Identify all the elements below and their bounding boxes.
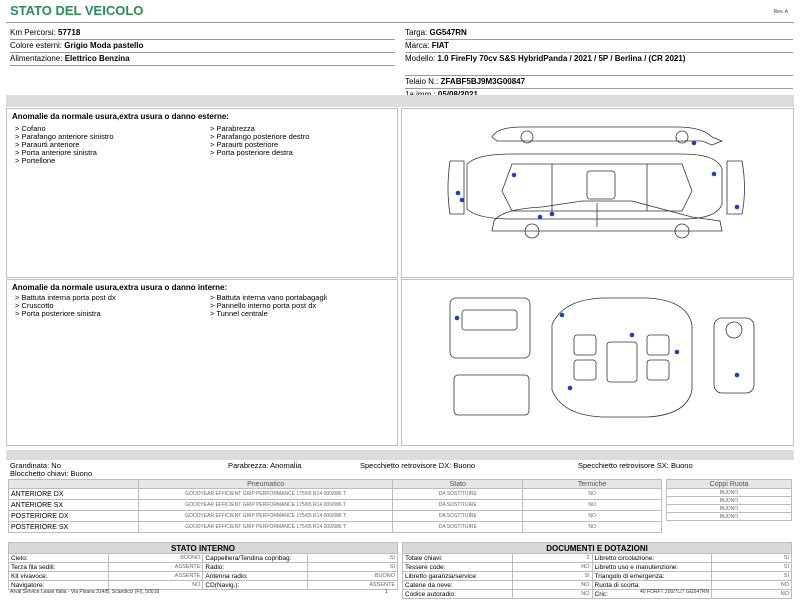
tyres-table: [8, 479, 662, 533]
tyre-stato: DA SOSTITUIRE: [393, 511, 523, 522]
table-row: Tessere code: NO Libretto uso e manutenzione: SI: [403, 563, 792, 572]
table-row: [9, 489, 662, 500]
page-title: STATO DEL VEICOLO: [10, 3, 144, 18]
modello-label: Modello:: [405, 54, 436, 63]
table-row: Terza fila sedili: ASSENTE Radio: SI: [9, 563, 398, 572]
fuel-value: Elettrico Benzina: [64, 54, 130, 63]
vehicle-info-left: [10, 28, 395, 67]
external-damage-col2: [210, 125, 395, 157]
external-damage-panel: [6, 108, 398, 278]
tyre-desc: GOODYEAR EFFICIENT GRIP PERFORMANCE 175/65 R14 000/086 T: [138, 511, 393, 522]
table-row: Codice autoradio: NO Cric: NO: [403, 590, 792, 599]
modello-value: 1.0 FireFly 70cv S&S HybridPanda / 2021 / 5P / Berlina / (CR 2021): [437, 54, 686, 63]
table-row: Catene da neve: NO Ruota di scorta: NO: [403, 581, 792, 590]
revision-label: Rev. A: [773, 9, 788, 15]
table-row: [9, 522, 662, 533]
coppe-value: BUONO: [667, 505, 792, 513]
damage-item: > Pannello interno porta post dx: [210, 301, 317, 310]
telaio-label: Telaio N.:: [405, 77, 439, 86]
footer-page: 1: [385, 589, 388, 595]
color-label: Colore esterni:: [10, 41, 63, 50]
damage-item: > Paraurti anteriore: [15, 140, 80, 149]
tyre-desc: GOODYEAR EFFICIENT GRIP PERFORMANCE 175/65 R14 000/086 T: [138, 489, 393, 500]
km-label: Km Percorsi:: [10, 28, 56, 37]
table-row: [9, 511, 662, 522]
stato-interno-table: [8, 542, 398, 590]
specchietto-sx: Specchietto retrovisore SX: Buono: [578, 461, 693, 470]
tyre-position: ANTERIORE SX: [9, 500, 139, 511]
table-row: Cielo: BUONO Cappelliera/Tendina copribag: SI: [9, 554, 398, 563]
tyres-header-termiche: Termiche: [523, 480, 662, 489]
specchietto-dx: Specchietto retrovisore DX: Buono: [360, 461, 476, 470]
damage-item: > Battuta interna vano portabagagli: [210, 293, 327, 302]
tyre-termiche: NO: [523, 500, 662, 511]
footer-ref: 40 FORFT 200/7L/7 GG547RN: [640, 589, 710, 595]
tyre-termiche: NO: [523, 511, 662, 522]
coppe-value: BUONO: [667, 489, 792, 497]
footer-company: Arval Service Lease Italia - Via Pisana 314/B, Scandicci (FI), 50018: [10, 589, 160, 595]
targa-label: Targa:: [405, 28, 428, 37]
telaio-value: ZFABF5BJ9M3G00847: [440, 77, 526, 86]
marca-label: Marca:: [405, 41, 430, 50]
fuel-label: Alimentazione:: [10, 54, 63, 63]
coppe-ruota-table: [666, 479, 792, 521]
header-divider: [6, 22, 794, 23]
table-row: [9, 500, 662, 511]
damage-item: > Cofano: [15, 124, 46, 133]
external-damage-title: Anomalie da normale usura,extra usura o danno esterne:: [12, 112, 229, 121]
tyre-stato: DA SOSTITUIRE: [393, 522, 523, 533]
table-row: Totale chiavi: 2 Libretto circolazione: SI: [403, 554, 792, 563]
table-row: Libretto garanzia/service: SI Triangolo di emergenza: SI: [403, 572, 792, 581]
table-row: Kit vivavoce: ASSENTE Antenna radio: BUONO: [9, 572, 398, 581]
damage-item: > Portellone: [15, 156, 56, 165]
blocchetto-chiavi: Blocchetto chiavi: Buono: [10, 469, 93, 478]
parabrezza: Parabrezza: Anomalia: [228, 461, 302, 470]
tyres-header-stato: Stato: [393, 480, 523, 489]
external-damage-col1: [15, 125, 210, 165]
tyre-desc: GOODYEAR EFFICIENT GRIP PERFORMANCE 175/65 R14 000/086 T: [138, 522, 393, 533]
damage-item: > Parabrezza: [210, 124, 255, 133]
coppe-value: BUONO: [667, 513, 792, 521]
coppe-header: Coppi Ruota: [667, 480, 792, 489]
targa-value: GG547RN: [429, 28, 467, 37]
damage-item: > Porta anteriore sinistra: [15, 148, 97, 157]
tyre-position: ANTERIORE DX: [9, 489, 139, 500]
documenti-table: [402, 542, 792, 599]
tyre-position: POSTERIORE DX: [9, 511, 139, 522]
internal-damage-panel: [6, 279, 398, 446]
damage-item: > Porta posteriore destra: [210, 148, 293, 157]
tyre-stato: DA SOSTITUIRE: [393, 500, 523, 511]
coppe-value: BUONO: [667, 497, 792, 505]
tyre-stato: DA SOSTITUIRE: [393, 489, 523, 500]
tyres-header-pneumatico: Pneumatico: [138, 480, 393, 489]
table-row: Navigatore: NO CD(Navig.): ASSENTE: [9, 581, 398, 590]
summary-band: [6, 450, 794, 460]
documenti-title: DOCUMENTI E DOTAZIONI: [403, 543, 792, 554]
internal-damage-col1: [15, 294, 210, 318]
tyres-col-pos: [9, 480, 139, 489]
marca-value: FIAT: [431, 41, 449, 50]
tyre-position: POSTERIORE SX: [9, 522, 139, 533]
damage-item: > Tunnel centrale: [210, 309, 268, 318]
damage-item: > Cruscotto: [15, 301, 54, 310]
section-band: [6, 95, 794, 107]
internal-car-diagram: [401, 279, 794, 446]
tyre-termiche: NO: [523, 489, 662, 500]
internal-damage-col2: [210, 294, 395, 318]
damage-item: > Paraurti posteriore: [210, 140, 279, 149]
damage-item: > Parafango anteriore sinistro: [15, 132, 114, 141]
km-value: 57718: [58, 28, 81, 37]
stato-interno-title: STATO INTERNO: [9, 543, 398, 554]
color-value: Grigio Moda pastello: [64, 41, 144, 50]
internal-damage-title: Anomalie da normale usura,extra usura o danno interne:: [12, 283, 228, 292]
damage-item: > Battuta interna porta post dx: [15, 293, 116, 302]
damage-item: > Parafango posteriore destro: [210, 132, 310, 141]
tyre-desc: GOODYEAR EFFICIENT GRIP PERFORMANCE 175/65 R14 000/086 T: [138, 500, 393, 511]
external-car-diagram: [401, 108, 794, 278]
vehicle-info-right: [405, 28, 793, 103]
tyre-termiche: NO: [523, 522, 662, 533]
grandinata: Grandinata: No: [10, 461, 61, 470]
damage-item: > Porta posteriore sinistra: [15, 309, 101, 318]
